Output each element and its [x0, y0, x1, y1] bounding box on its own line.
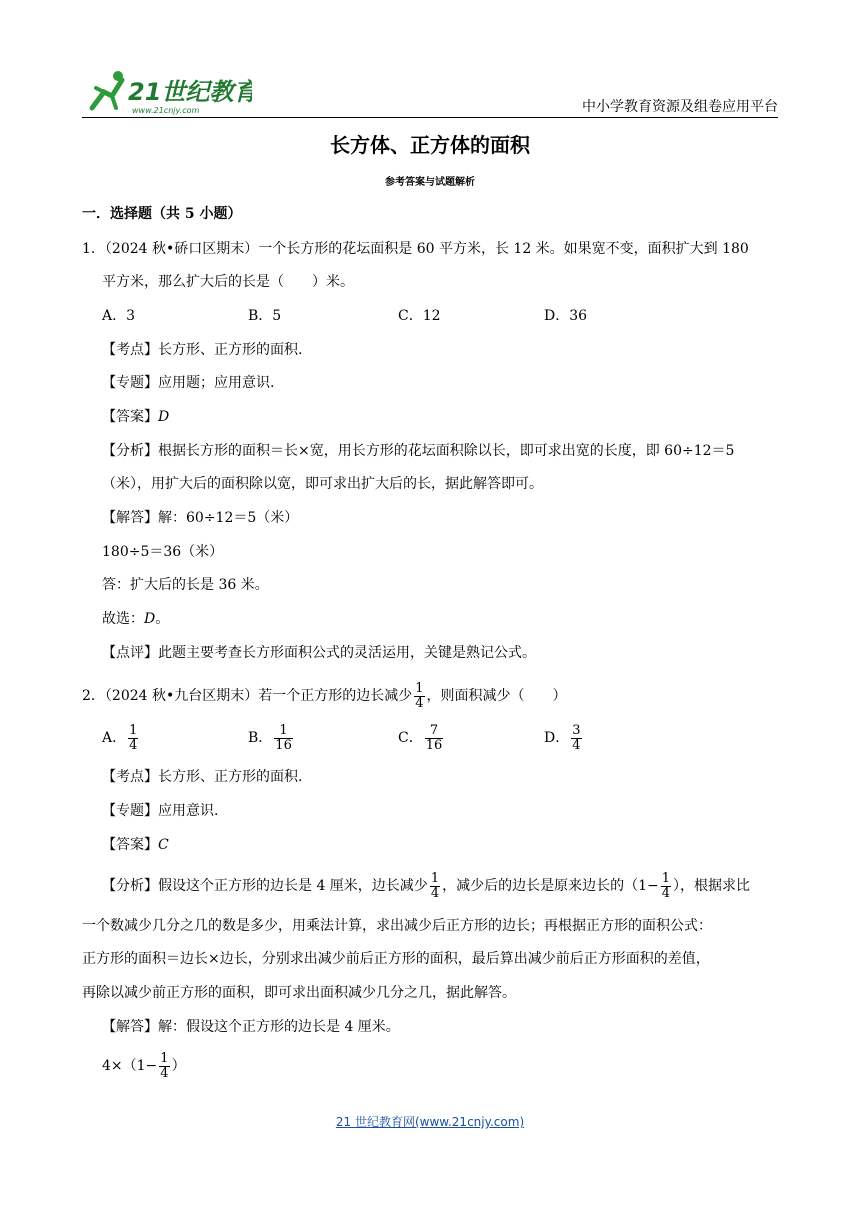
section-heading: 一．选择题（共 5 小题）	[82, 206, 242, 222]
q1-jieda-line2: 180÷5＝36（米）	[102, 544, 224, 560]
option-label: C．	[398, 730, 423, 746]
frac-den: 16	[275, 737, 292, 753]
q2-kaodian: 【考点】长方形、正方形的面积.	[102, 769, 303, 785]
q1-choice-value: D	[144, 611, 156, 627]
q1-fenxi-line2: （米），用扩大后的面积除以宽，即可求出扩大后的长，据此解答即可。	[102, 476, 543, 492]
platform-label: 中小学教育资源及组卷应用平台	[582, 99, 778, 115]
q1-option-c: C．12	[398, 308, 441, 324]
q1-option-d: D．36	[544, 308, 588, 324]
q1-dianping: 【点评】此题主要考查长方形面积公式的灵活运用，关键是熟记公式。	[102, 645, 536, 661]
q1-option-a: A．3	[102, 308, 136, 324]
q1-choice-label: 故选：	[102, 611, 144, 627]
q1-option-b: B．5	[248, 308, 282, 324]
frac-den: 4	[661, 885, 671, 901]
q2-option-a	[102, 720, 140, 756]
q2-calc-line	[102, 1048, 186, 1084]
q1-fenxi-line1: 【分析】根据长方形的面积＝长×宽，用长方形的花坛面积除以长，即可求出宽的长度，即 60÷12＝5	[102, 443, 735, 459]
frac-den: 4	[160, 1065, 169, 1081]
svg-text:www.21cnjy.com: www.21cnjy.com	[132, 106, 200, 115]
q2-option-b	[248, 720, 295, 756]
fenxi-part-a: 【分析】假设这个正方形的边长是 4 厘米，边长减少	[102, 878, 428, 894]
logo-21cnjy	[82, 68, 252, 118]
runner-logo-icon	[82, 68, 252, 118]
q1-zhuanti: 【专题】应用题；应用意识.	[102, 375, 275, 391]
calc-fraction	[159, 1052, 169, 1081]
option-label: D．	[544, 730, 570, 746]
frac-num: 3	[572, 722, 581, 738]
q2-stem	[82, 678, 567, 714]
q1-jieda-line3: 答：扩大后的长是 36 米。	[102, 577, 269, 593]
q2-option-d	[544, 720, 584, 756]
fenxi-part-b: ，减少后的边长是原来边长的（1−	[442, 878, 659, 894]
q2-fenxi-line1	[102, 868, 750, 904]
option-label: B．	[248, 730, 273, 746]
q1-stem-line2: 平方米，那么扩大后的长是（ ）米。	[102, 274, 354, 290]
q1-stem-line1: 1．（2024 秋•硚口区期末）一个长方形的花坛面积是 60 平方米，长 12 米。如果宽不变，面积扩大到 180	[82, 241, 749, 257]
page-title: 长方体、正方体的面积	[330, 133, 530, 157]
fenxi-part-c: ），根据求比	[673, 878, 751, 894]
frac-den: 4	[415, 695, 424, 711]
q2-stem-prefix: 2．（2024 秋•九台区期末）若一个正方形的边长减少	[82, 688, 413, 704]
q2-fenxi-line4: 再除以减少前正方形的面积，即可求出面积减少几分之几，据此解答。	[82, 985, 516, 1001]
frac-num: 1	[160, 1050, 169, 1066]
option-fraction	[274, 724, 293, 753]
option-fraction	[128, 724, 138, 753]
q2-fenxi-line2: 一个数减少几分之几的数是多少，用乘法计算，求出减少后正方形的边长；再根据正方形的面积公式：	[82, 918, 712, 934]
option-fraction	[425, 724, 444, 753]
frac-num: 1	[661, 870, 671, 886]
q1-answer-label: 【答案】	[102, 409, 158, 425]
frac-den: 4	[129, 737, 138, 753]
frac-den: 16	[425, 737, 443, 753]
footer-link[interactable]: 21 世纪教育网(www.21cnjy.com)	[335, 1115, 525, 1129]
q1-choice	[102, 609, 169, 629]
calc-suffix: ）	[171, 1058, 186, 1074]
frac-num: 1	[274, 724, 293, 739]
frac-num: 7	[425, 724, 444, 739]
q2-answer	[102, 835, 169, 855]
q2-jieda-line1: 【解答】解：假设这个正方形的边长是 4 厘米。	[102, 1019, 400, 1035]
q1-choice-end: 。	[155, 611, 170, 627]
q2-answer-label: 【答案】	[102, 837, 158, 853]
page-subtitle: 参考答案与试题解析	[385, 177, 475, 188]
q2-fenxi-line3: 正方形的面积＝边长×边长，分别求出减少前后正方形的面积，最后算出减少前后正方形面积的差值，	[82, 951, 710, 967]
fenxi-fraction-2	[661, 872, 671, 901]
fenxi-fraction-1	[430, 872, 440, 901]
option-fraction	[571, 724, 581, 753]
q2-stem-fraction	[414, 682, 424, 711]
q2-answer-value: C	[158, 837, 169, 853]
q1-answer-value: D	[158, 409, 170, 425]
frac-num: 1	[129, 722, 138, 738]
header-divider	[82, 117, 778, 118]
q2-zhuanti: 【专题】应用意识.	[102, 803, 219, 819]
q2-option-c	[398, 720, 445, 756]
frac-den: 4	[572, 737, 581, 753]
option-label: A．	[102, 730, 127, 746]
footer	[0, 1113, 860, 1130]
svg-text:21世纪教育: 21世纪教育	[128, 78, 252, 106]
q2-stem-suffix: ，则面积减少（ ）	[426, 688, 567, 704]
calc-prefix: 4×（1−	[102, 1058, 158, 1074]
q1-answer	[102, 407, 169, 427]
frac-num: 1	[430, 870, 440, 886]
frac-den: 4	[430, 885, 440, 901]
q1-jieda-line1: 【解答】解：60÷12＝5（米）	[102, 510, 299, 526]
q1-kaodian: 【考点】长方形、正方形的面积.	[102, 342, 303, 358]
frac-num: 1	[415, 680, 424, 696]
